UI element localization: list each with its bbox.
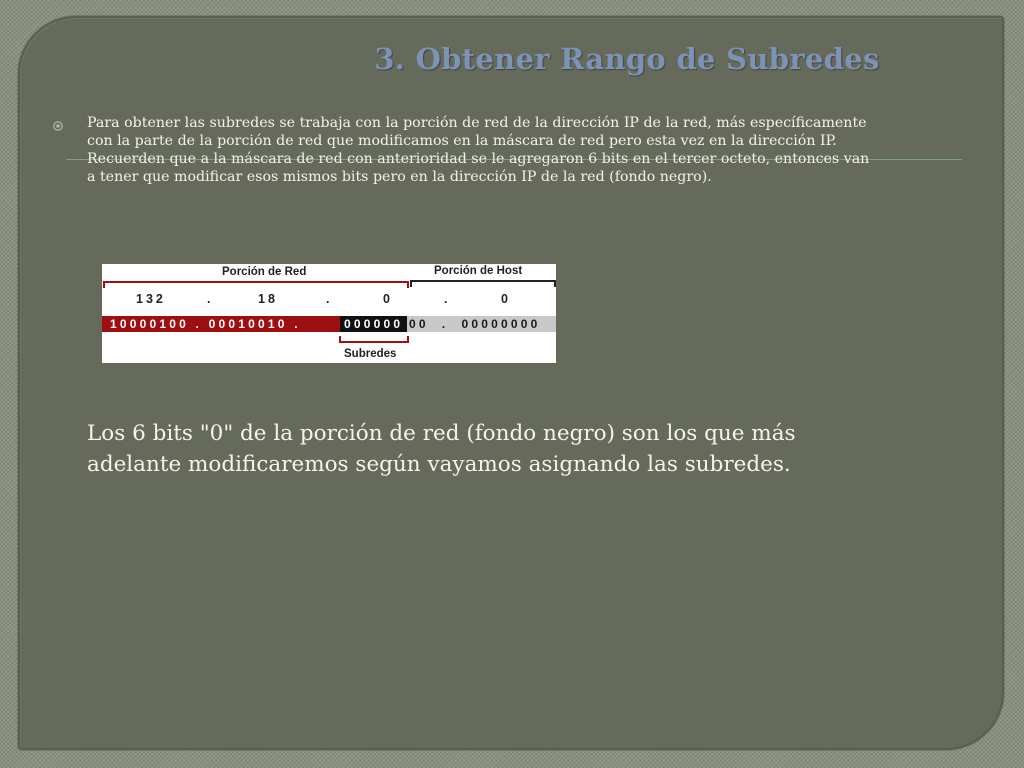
binary-octet-1: 10000100 xyxy=(110,317,189,331)
binary-dot-1: . xyxy=(195,317,203,331)
decimal-octet-3: 0 xyxy=(383,292,393,306)
binary-dot-2: . xyxy=(294,317,301,331)
binary-octet-4: 00000000 xyxy=(461,317,541,331)
binary-dot-3: . xyxy=(441,317,449,331)
decimal-octet-2: 18 xyxy=(258,292,278,306)
binary-subnet-segment xyxy=(340,316,407,332)
slide-title: 3. Obtener Rango de Subredes xyxy=(374,42,880,76)
summary-paragraph: Los 6 bits "0" de la porción de red (fondo negro) son los que más adelante modificaremos según vayamos asignando las subredes. xyxy=(87,421,796,477)
binary-network-segment xyxy=(102,316,340,332)
binary-host-segment xyxy=(407,316,556,332)
decimal-dot-3: . xyxy=(444,292,451,306)
subnet-bracket xyxy=(339,336,409,343)
network-bracket xyxy=(103,281,409,288)
binary-octet-2: 00010010 xyxy=(208,317,288,331)
decimal-octet-4: 0 xyxy=(501,292,511,306)
subnet-label: Subredes xyxy=(344,348,397,360)
binary-row xyxy=(102,316,556,332)
host-portion-label: Porción de Host xyxy=(434,265,523,277)
binary-octet-3-subnet: 000000 xyxy=(344,317,404,331)
bullet-paragraph: Para obtener las subredes se trabaja con la porción de red de la dirección IP de la red, más específicamente con la parte de la porción de red que modificamos en la máscara de red pero esta vez en la dirección IP. Recuerden que a la máscara de red con anterioridad se le agregaron 6 bits en el tercer octeto, entonces van a tener que modificar esos mismos bits pero en la dirección IP de la red (fondo negro). xyxy=(87,115,870,185)
decimal-dot-2: . xyxy=(326,292,333,306)
ip-address-diagram xyxy=(102,264,556,363)
host-bracket xyxy=(410,280,556,287)
decimal-octet-1: 132 xyxy=(136,292,166,306)
decimal-dot-1: . xyxy=(207,292,214,306)
network-portion-label: Porción de Red xyxy=(222,266,307,278)
binary-octet-3-host: 00 xyxy=(409,317,429,331)
circle-bullet-icon xyxy=(52,120,64,132)
